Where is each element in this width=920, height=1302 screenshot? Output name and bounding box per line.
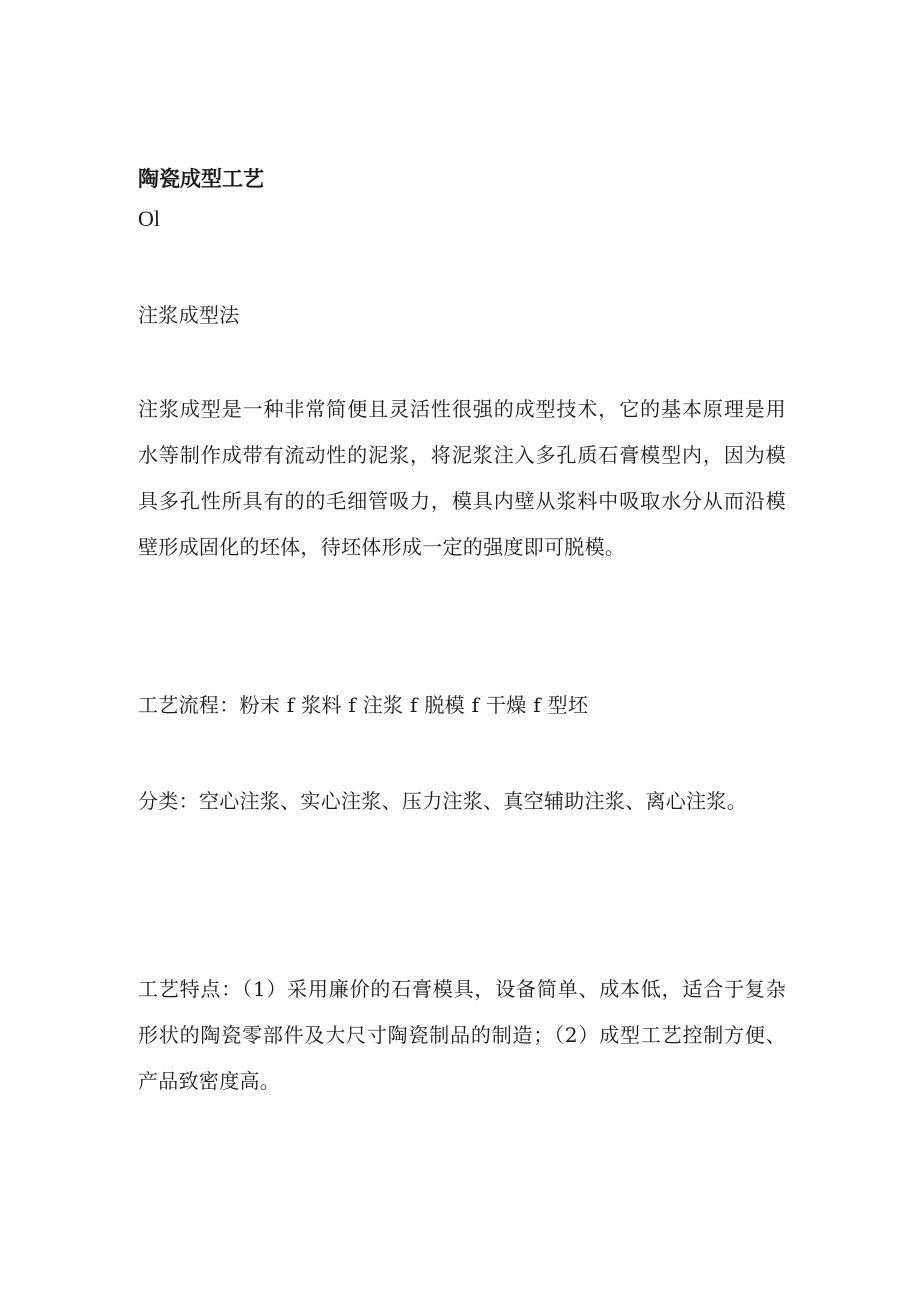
document-title: 陶瓷成型工艺 [138, 166, 264, 191]
document-subtitle: Ol [138, 206, 160, 231]
process-flow-paragraph: 工艺流程：粉末 f 浆料 f 注浆 f 脱模 f 干燥 f 型坯 [138, 693, 589, 717]
section-heading: 注浆成型法 [138, 303, 240, 327]
classification-paragraph: 分类：空心注浆、实心注浆、压力注浆、真空辅助注浆、离心注浆。 [138, 789, 747, 813]
intro-paragraph: 注浆成型是一种非常简便且灵活性很强的成型技术，它的基本原理是用水等制作成带有流动性的泥浆，将泥浆注入多孔质石膏模型内，因为模具多孔性所具有的的毛细管吸力，模具内壁从浆料中吸取水分从而沿模壁形成固化的坯体，待坯体形成一定的强度即可脱模。 [138, 397, 786, 559]
features-paragraph: 工艺特点：（1）采用廉价的石膏模具，设备简单、成本低，适合于复杂形状的陶瓷零部件及大尺寸陶瓷制品的制造；（2）成型工艺控制方便、产品致密度高。 [138, 977, 786, 1093]
